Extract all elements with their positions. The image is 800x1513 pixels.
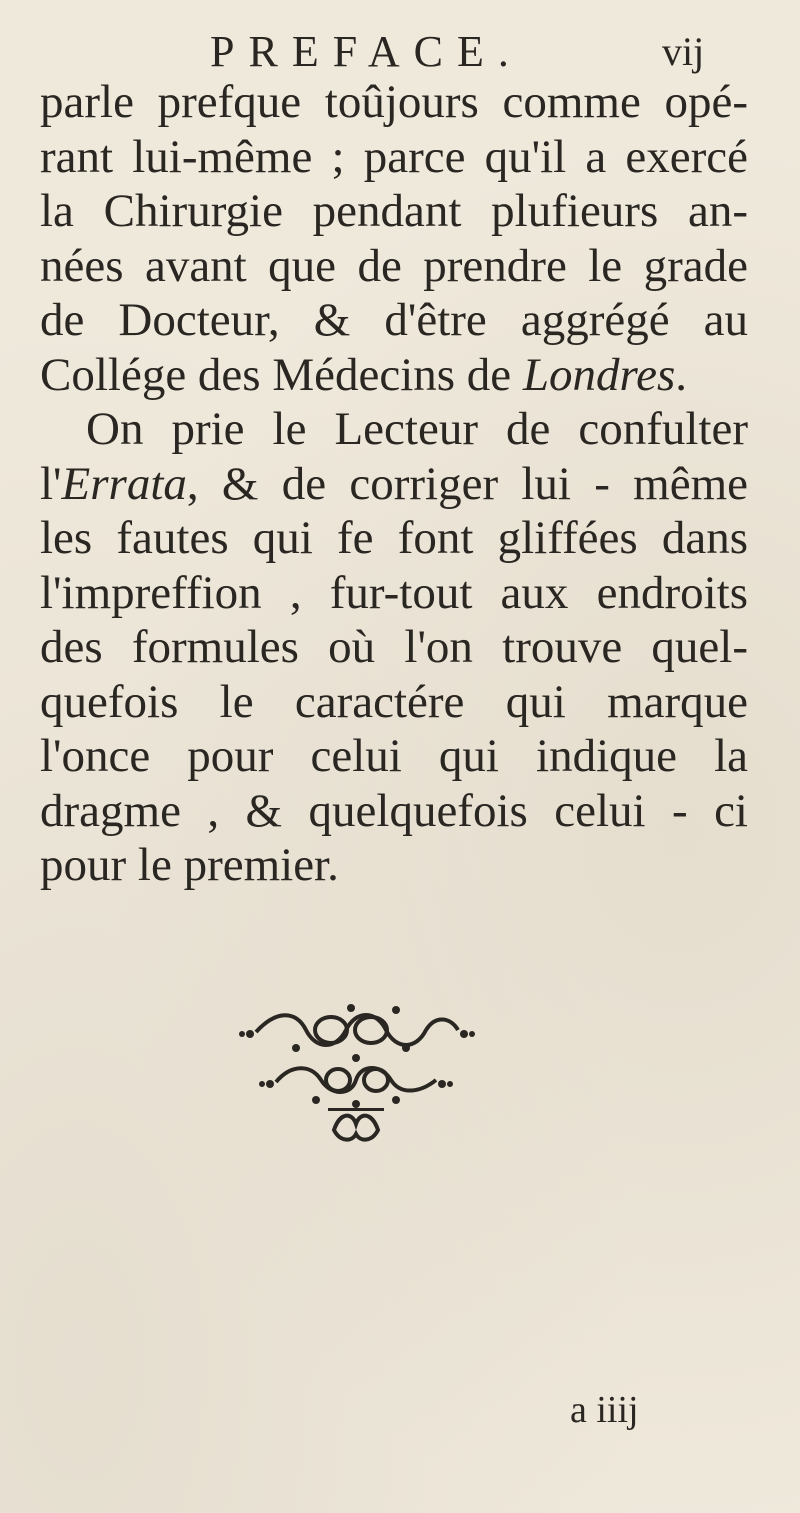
text-fragment: . xyxy=(675,348,688,401)
text-line: parle prefque toûjours comme opé- xyxy=(40,76,748,128)
page-header xyxy=(0,18,800,78)
signature-mark: a iiij xyxy=(570,1389,639,1431)
text-line: rant lui-même ; parce qu'il a exercé xyxy=(40,130,748,183)
text-line: l'impreffion , fur-tout aux endroits xyxy=(40,566,748,619)
text-line: On prie le Lecteur de confulter xyxy=(86,403,748,455)
text-line xyxy=(40,348,748,403)
italic-place-name: Londres xyxy=(522,348,676,401)
page-number: vij xyxy=(662,29,705,74)
text-line: des formules où l'on trouve quel- xyxy=(40,621,748,673)
italic-errata: Errata xyxy=(61,457,187,510)
text-line: dragme , & quelquefois celui - ci xyxy=(40,784,748,837)
text-line: pour le premier. xyxy=(40,839,339,891)
text-fragment: Collége des Médecins de xyxy=(40,348,523,401)
paragraph-1 xyxy=(40,75,748,402)
paragraph-2 xyxy=(40,402,748,893)
text-line: de Docteur, & d'être aggrégé au xyxy=(40,294,748,346)
text-line: quefois le caractére qui marque xyxy=(40,675,748,728)
text-line: les fautes qui fe font gliffées dans xyxy=(40,512,748,564)
printers-ornament-icon xyxy=(236,1000,476,1150)
text-fragment: l' xyxy=(40,457,62,510)
text-fragment: , & de corriger lui - même xyxy=(186,457,748,510)
text-line xyxy=(40,457,748,512)
text-line: la Chirurgie pendant plufieurs an- xyxy=(40,185,748,237)
text-line: nées avant que de prendre le grade xyxy=(40,239,748,292)
body-text xyxy=(40,75,748,893)
text-line: l'once pour celui qui indique la xyxy=(40,730,748,782)
running-title: PREFACE. xyxy=(210,27,523,76)
